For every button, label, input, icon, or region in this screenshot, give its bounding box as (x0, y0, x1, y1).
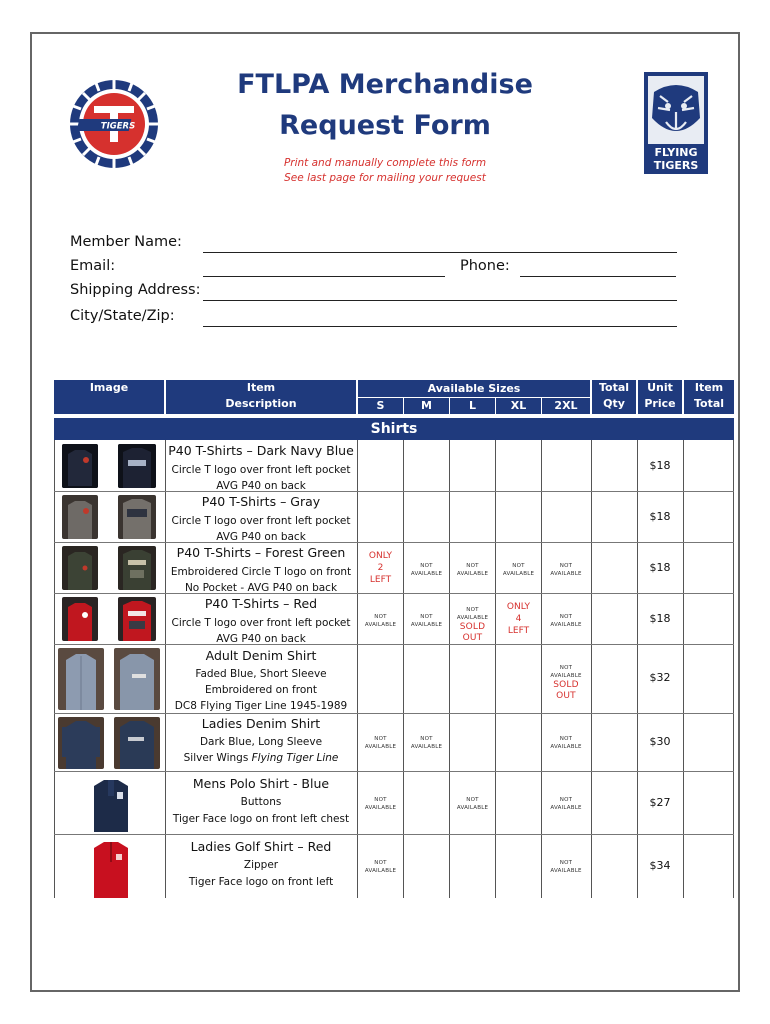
item-desc-ladies-denim-1: Dark Blue, Long Sleeve (199, 736, 323, 748)
grid-line (449, 440, 450, 898)
unit-price-green: $18 (649, 561, 671, 574)
grid-line (495, 440, 496, 898)
header-unit-line-2: Price (644, 397, 676, 410)
na-line-2: AVAILABLE (410, 622, 443, 628)
item-desc-polo-1: Buttons (240, 796, 282, 808)
form-page (30, 32, 740, 992)
not-available-badge (358, 735, 403, 751)
not-available-badge (450, 796, 495, 812)
gray-tshirt-front-photo (62, 495, 98, 539)
shipping-address-label: Shipping Address: (70, 282, 201, 298)
logo-tigers-text: TIGERS (653, 159, 699, 172)
na-line-1: NOT (559, 736, 573, 742)
header-image (54, 380, 164, 414)
green-tshirt-back-photo (118, 546, 156, 590)
item-name-red: P40 T-Shirts – Red (204, 596, 318, 611)
na-line-1: NOT (512, 563, 525, 569)
ladies-denim-shirt-photo-1 (58, 717, 104, 769)
grid-line (54, 771, 734, 772)
grid-line (403, 440, 404, 898)
item-desc-navy-1: Circle T logo over front left pocket (171, 464, 351, 476)
header-total-line-1: Total (598, 381, 630, 394)
item-name-navy: P40 T-Shirts – Dark Navy Blue (168, 443, 354, 458)
item-desc-gray-2: AVG P40 on back (216, 531, 306, 543)
na-line-1: NOT (420, 614, 433, 620)
na-line-2: AVAILABLE (410, 744, 443, 750)
header-item-line-2: Description (225, 397, 297, 410)
item-desc-navy-2: AVG P40 on back (216, 480, 306, 492)
na-line-1: NOT (559, 797, 573, 803)
grid-line (637, 440, 638, 898)
grid-line (54, 542, 734, 543)
instruction-line-2: See last page for mailing your request (284, 172, 486, 184)
na-line-1: NOT (466, 563, 479, 569)
header-image-label: Image (89, 381, 129, 394)
na-line-2: AVAILABLE (456, 571, 489, 577)
not-available-badge (496, 562, 541, 578)
na-line-1: NOT (559, 563, 573, 569)
header-size-2xl: 2XL (542, 398, 590, 414)
unit-price-mens-polo: $27 (649, 796, 671, 809)
header-item-total-line-2: Total (693, 397, 725, 410)
header-item (166, 380, 356, 414)
na-line-2: AVAILABLE (550, 571, 582, 577)
header-size-xl: XL (496, 398, 541, 414)
item-desc-ladies-denim-2 (166, 750, 356, 766)
na-line-2: AVAILABLE (364, 744, 397, 750)
header-total-qty (592, 380, 636, 414)
header-size-l: L (450, 398, 495, 414)
na-line-1: NOT (420, 563, 433, 569)
item-name-ladies-denim: Ladies Denim Shirt (201, 716, 321, 731)
item-name-forest-green: P40 T-Shirts – Forest Green (176, 545, 346, 560)
na-line-1: NOT (466, 797, 479, 803)
not-available-badge (542, 735, 590, 751)
red-xl-left-label: LEFT (507, 626, 530, 636)
item-desc-golf-1: Zipper (243, 859, 279, 871)
item-desc-gray-1: Circle T logo over front left pocket (171, 515, 351, 527)
grid-line (54, 644, 734, 645)
not-available-badge (542, 859, 590, 875)
section-shirts: Shirts (54, 418, 734, 440)
na-line-2: AVAILABLE (456, 615, 489, 621)
grid-line (733, 440, 734, 898)
email-label: Email: (70, 258, 116, 274)
header-size-s: S (358, 398, 403, 414)
green-tshirt-front-photo (62, 546, 98, 590)
item-desc-red-1: Circle T logo over front left pocket (171, 617, 351, 629)
phone-label: Phone: (460, 258, 510, 274)
navy-tshirt-back-photo (118, 444, 156, 488)
grid-line (357, 440, 358, 898)
green-s-only-label: ONLY (368, 551, 393, 561)
na-line-1: NOT (374, 797, 387, 803)
header-item-line-1: Item (246, 381, 276, 394)
title-line-1: FTLPA Merchandise (237, 69, 533, 100)
green-s-only-left (358, 550, 403, 586)
navy-tshirt-front-photo (62, 444, 98, 488)
item-name-ladies-golf: Ladies Golf Shirt – Red (190, 839, 332, 854)
unit-price-ladies-golf: $34 (649, 859, 671, 872)
header-unit-line-1: Unit (647, 381, 673, 394)
item-name-mens-polo: Mens Polo Shirt - Blue (192, 776, 330, 791)
item-name-adult-denim: Adult Denim Shirt (205, 648, 317, 663)
red-tshirt-back-photo (118, 597, 156, 641)
title-line-2: Request Form (279, 110, 491, 141)
header-size-m: M (404, 398, 449, 414)
member-name-line[interactable] (203, 252, 677, 253)
adult-denim-shirt-photo-2 (114, 648, 160, 710)
header-unit-price (638, 380, 682, 414)
ladies-golf-shirt-photo (88, 838, 134, 898)
grid-line (54, 440, 55, 898)
form-title (32, 64, 738, 146)
not-available-badge (542, 562, 590, 578)
green-s-left-label: LEFT (369, 575, 392, 585)
sold-out-label: SOLD OUT (459, 622, 486, 643)
email-line[interactable] (203, 276, 445, 277)
instruction-line-1: Print and manually complete this form (283, 157, 487, 169)
item-desc-golf-2: Tiger Face logo on front left (188, 876, 334, 888)
not-available-sold-out-badge (542, 664, 590, 702)
na-line-2: AVAILABLE (550, 622, 582, 628)
na-line-1: NOT (374, 614, 387, 620)
not-available-badge (450, 562, 495, 578)
item-desc-green-1: Embroidered Circle T logo on front (170, 566, 352, 578)
header-item-total-line-1: Item (694, 381, 724, 394)
item-name-gray: P40 T-Shirts – Gray (201, 494, 321, 509)
header-total-line-2: Qty (603, 397, 625, 410)
not-available-sold-out-badge (450, 606, 495, 644)
shipping-address-line[interactable] (203, 300, 677, 301)
not-available-badge (404, 735, 449, 751)
na-line-1: NOT (559, 665, 573, 671)
na-line-2: AVAILABLE (456, 805, 489, 811)
unit-price-gray: $18 (649, 510, 671, 523)
ladies-denim-wings-text: Silver Wings (183, 752, 252, 764)
city-state-zip-line[interactable] (203, 326, 677, 327)
not-available-badge (542, 613, 590, 629)
unit-price-ladies-denim: $30 (649, 735, 671, 748)
na-line-1: NOT (559, 860, 573, 866)
not-available-badge (542, 796, 590, 812)
na-line-2: AVAILABLE (550, 673, 582, 679)
item-desc-adult-denim-3: DC8 Flying Tiger Line 1945-1989 (174, 700, 348, 712)
green-s-only-count: 2 (377, 563, 384, 573)
na-line-2: AVAILABLE (550, 744, 582, 750)
not-available-badge (358, 859, 403, 875)
na-line-1: NOT (420, 736, 433, 742)
na-line-2: AVAILABLE (364, 622, 397, 628)
na-line-2: AVAILABLE (502, 571, 535, 577)
grid-line (54, 593, 734, 594)
unit-price-red: $18 (649, 612, 671, 625)
grid-line (54, 834, 734, 835)
unit-price-navy: $18 (649, 459, 671, 472)
grid-line (591, 440, 592, 898)
na-line-1: NOT (559, 614, 573, 620)
red-xl-only-label: ONLY (506, 602, 531, 612)
red-tshirt-front-photo (62, 597, 98, 641)
item-desc-adult-denim-2: Embroidered on front (204, 684, 318, 696)
not-available-badge (404, 562, 449, 578)
item-desc-polo-2: Tiger Face logo on front left chest (172, 813, 350, 825)
ladies-denim-italic-text: Flying Tiger Line (251, 752, 339, 764)
logo-flying-text: FLYING (654, 146, 698, 159)
na-line-2: AVAILABLE (410, 571, 443, 577)
item-desc-red-2: AVG P40 on back (216, 633, 306, 645)
unit-price-adult-denim: $32 (649, 671, 671, 684)
not-available-badge (358, 796, 403, 812)
grid-line (54, 713, 734, 714)
not-available-badge (358, 613, 403, 629)
item-desc-adult-denim-1: Faded Blue, Short Sleeve (195, 668, 327, 680)
na-line-1: NOT (374, 736, 387, 742)
red-xl-only-count: 4 (515, 614, 522, 624)
sold-out-label: SOLD OUT (553, 680, 579, 701)
form-instructions (32, 156, 738, 186)
na-line-2: AVAILABLE (364, 805, 397, 811)
red-xl-only-left (496, 601, 541, 637)
city-state-zip-label: City/State/Zip: (70, 308, 175, 324)
adult-denim-shirt-photo-1 (58, 648, 104, 710)
na-line-2: AVAILABLE (364, 868, 397, 874)
mens-polo-shirt-photo (88, 776, 134, 832)
na-line-2: AVAILABLE (550, 868, 582, 874)
item-desc-green-2: No Pocket - AVG P40 on back (184, 582, 338, 594)
member-name-label: Member Name: (70, 234, 182, 250)
na-line-1: NOT (466, 607, 479, 613)
grid-line (54, 491, 734, 492)
not-available-badge (404, 613, 449, 629)
ladies-denim-shirt-photo-2 (114, 717, 160, 769)
na-line-2: AVAILABLE (550, 805, 582, 811)
grid-line (683, 440, 684, 898)
gray-tshirt-back-photo (118, 495, 156, 539)
na-line-1: NOT (374, 860, 387, 866)
header-item-total (684, 380, 734, 414)
header-available-sizes: Available Sizes (358, 380, 590, 397)
tigers-logo-text: TIGERS (100, 121, 136, 132)
phone-line[interactable] (520, 276, 676, 277)
